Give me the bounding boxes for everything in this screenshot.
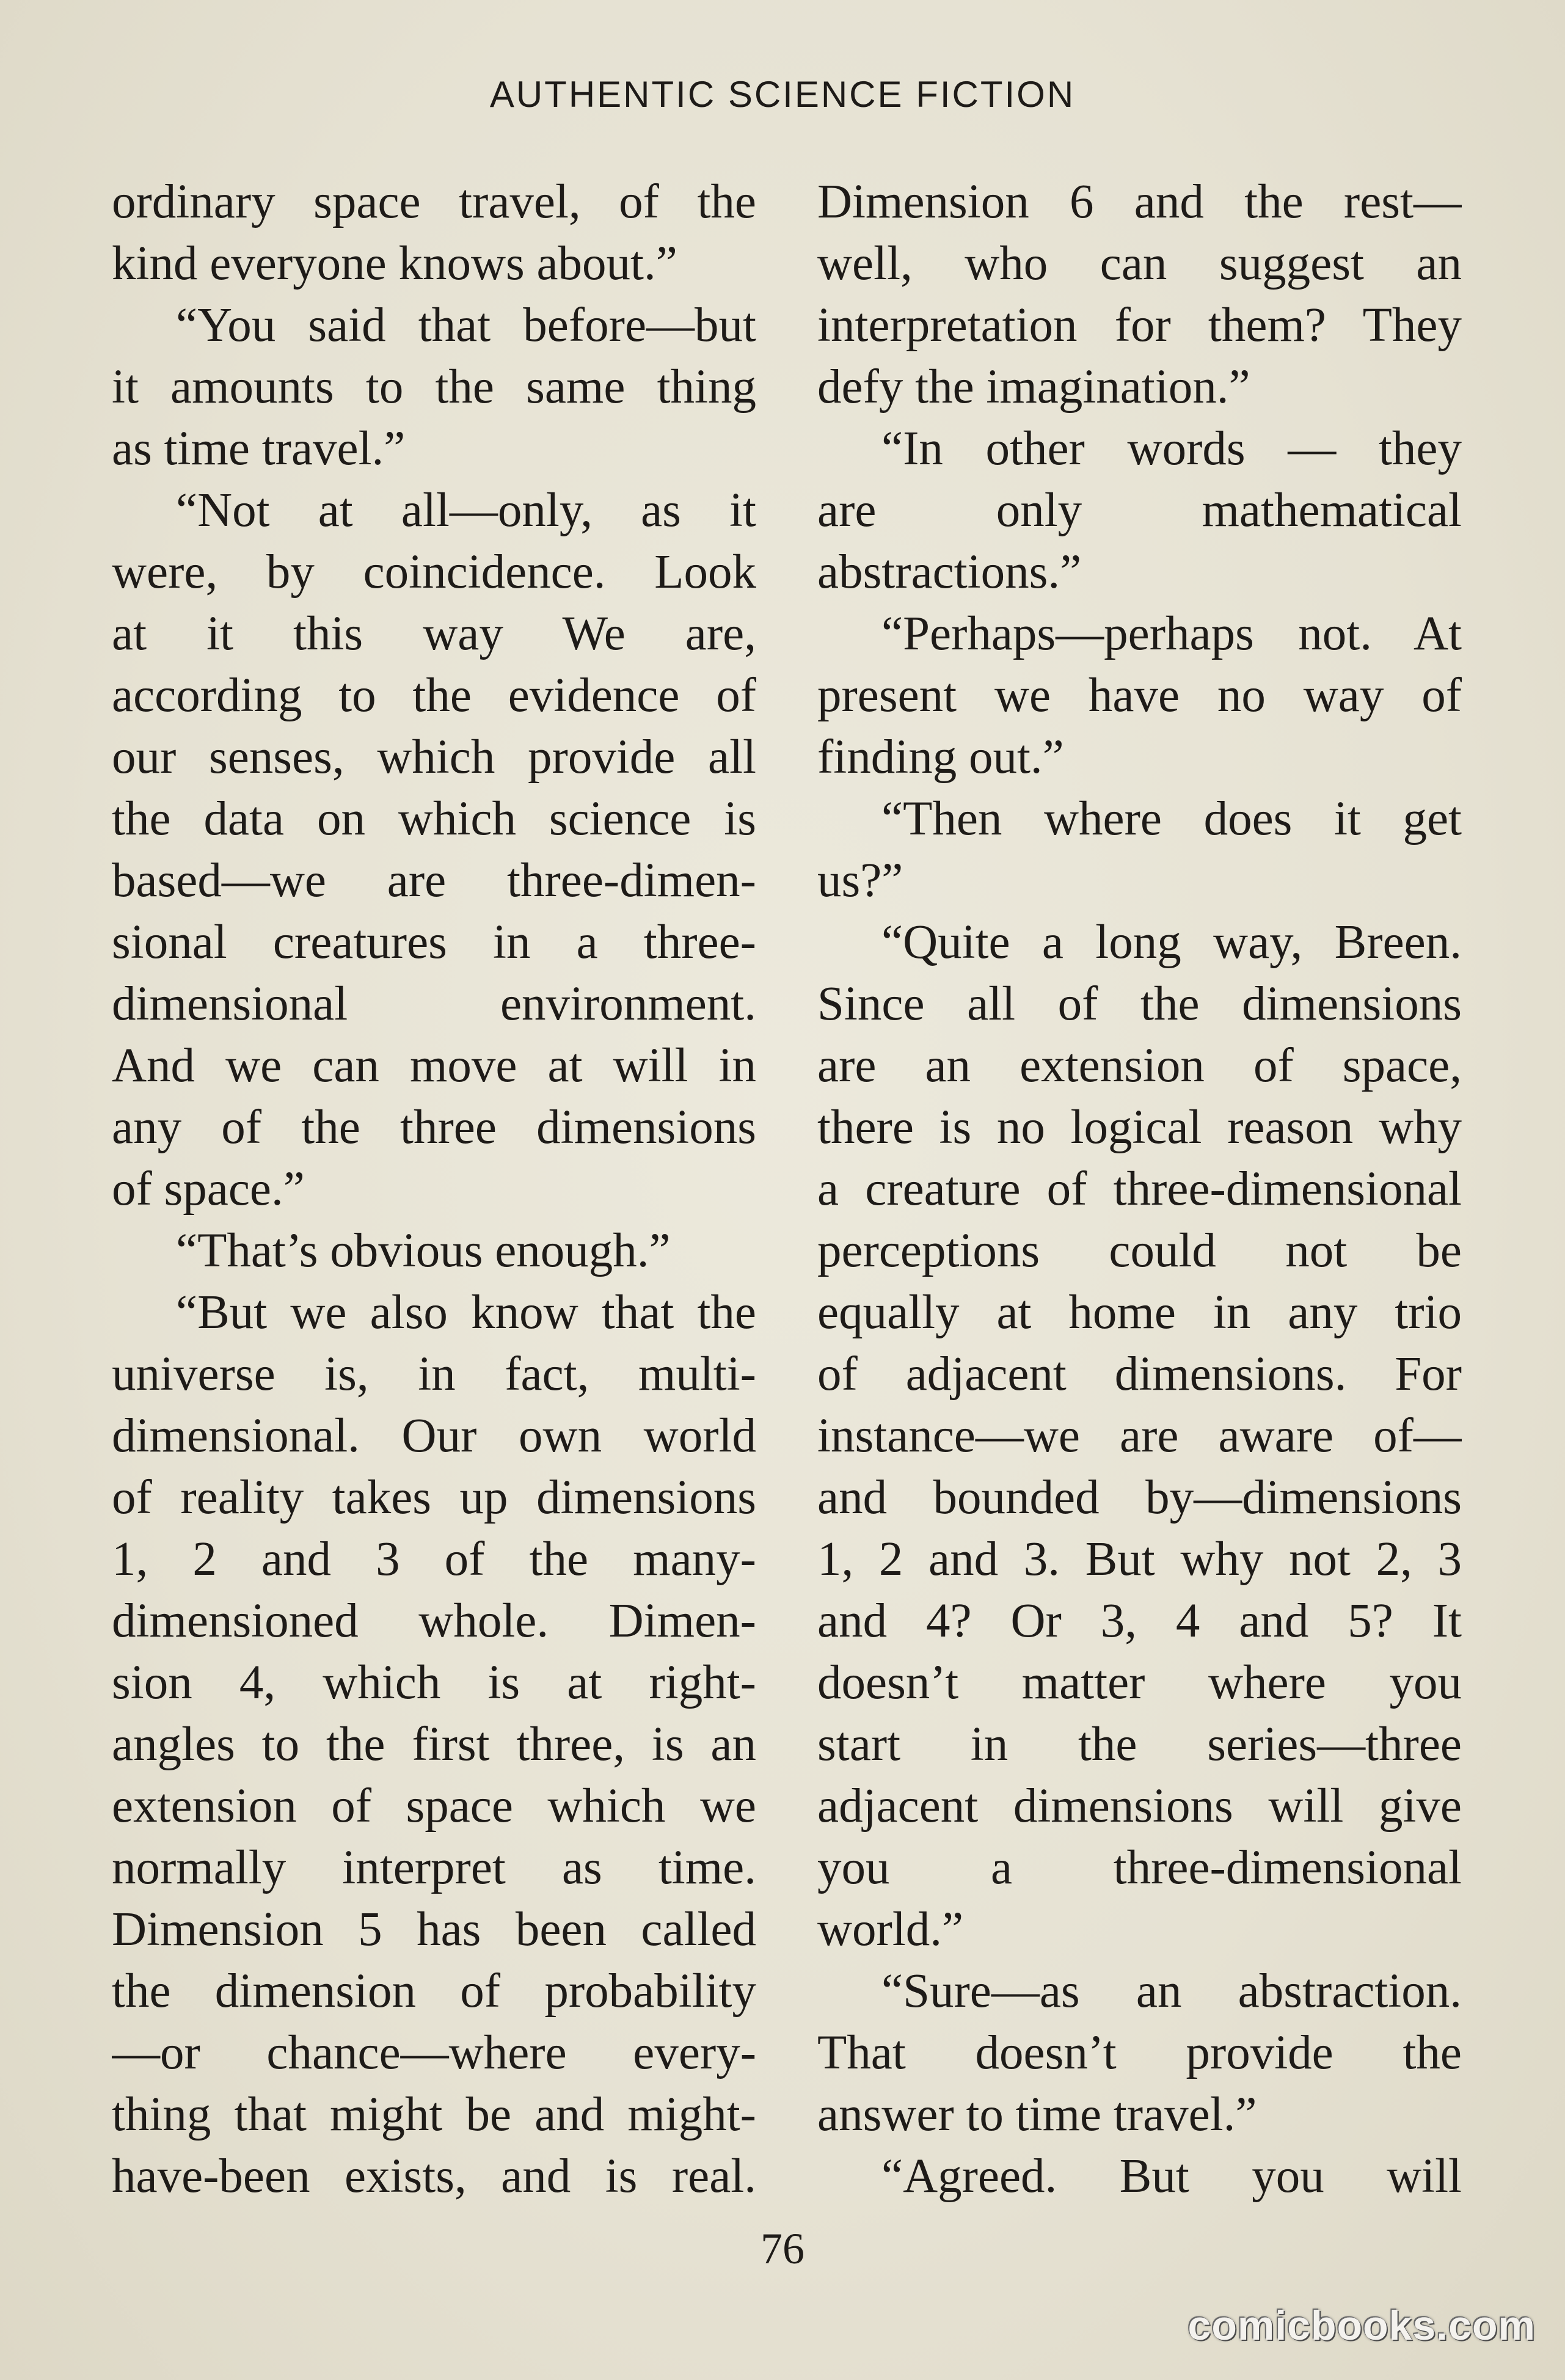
text-line: are only mathematical <box>817 484 1462 537</box>
text-line: well, who can suggest an <box>817 237 1462 290</box>
text-line: and bounded by—dimensions <box>817 1471 1462 1524</box>
running-head: AUTHENTIC SCIENCE FICTION <box>489 74 1076 115</box>
text-line: kind everyone knows about.” <box>112 237 677 290</box>
text-line: adjacent dimensions will give <box>817 1780 1462 1833</box>
text-line: “Then where does it get <box>881 792 1462 845</box>
text-line: dimensioned whole. Dimen- <box>112 1594 756 1648</box>
text-line: you a three-dimensional <box>817 1841 1462 1894</box>
text-line: dimensional. Our own world <box>112 1409 756 1462</box>
watermark: comicbooks.com <box>1187 2302 1536 2349</box>
text-line: as time travel.” <box>112 422 406 475</box>
text-line: thing that might be and might- <box>112 2088 756 2141</box>
text-line: defy the imagination.” <box>817 360 1250 414</box>
text-line: based—we are three-dimen- <box>112 854 756 907</box>
text-line: “Perhaps—perhaps not. At <box>881 607 1462 660</box>
text-line: of space.” <box>112 1163 305 1216</box>
text-line: angles to the first three, is an <box>112 1718 756 1771</box>
text-line: “Sure—as an abstraction. <box>881 1965 1462 2018</box>
page-number: 76 <box>761 2224 804 2273</box>
text-line: at it this way We are, <box>112 607 756 660</box>
text-line: sion 4, which is at right- <box>112 1656 756 1709</box>
text-line: start in the series—three <box>817 1718 1462 1771</box>
text-line: extension of space which we <box>112 1780 756 1833</box>
text-line: “Agreed. But you will <box>881 2150 1462 2203</box>
text-line: sional creatures in a three- <box>112 916 756 969</box>
text-line: us?” <box>817 854 903 907</box>
text-line: doesn’t matter where you <box>817 1656 1462 1709</box>
text-line: That doesn’t provide the <box>817 2026 1462 2079</box>
text-line: 1, 2 and 3 of the many- <box>112 1533 756 1586</box>
text-column-right <box>817 171 1462 2207</box>
text-line: of adjacent dimensions. For <box>817 1348 1462 1401</box>
text-line: “Not at all—only, as it <box>176 484 756 537</box>
text-line: world.” <box>817 1903 964 1956</box>
text-line: dimensional environment. <box>112 977 756 1031</box>
text-line: “But we also know that the <box>176 1286 756 1339</box>
text-line: a creature of three-dimensional <box>817 1163 1462 1216</box>
text-line: 1, 2 and 3. But why not 2, 3 <box>817 1533 1462 1586</box>
text-line: “In other words — they <box>881 422 1462 475</box>
text-line: “Quite a long way, Breen. <box>881 916 1462 969</box>
text-line: ordinary space travel, of the <box>112 175 756 228</box>
text-line: it amounts to the same thing <box>112 360 756 414</box>
text-line: and 4? Or 3, 4 and 5? It <box>817 1594 1462 1648</box>
text-line: according to the evidence of <box>112 669 756 722</box>
text-line: interpretation for them? They <box>817 299 1462 352</box>
text-line: present we have no way of <box>817 669 1462 722</box>
text-line: Dimension 6 and the rest— <box>817 175 1462 228</box>
text-line: the dimension of probability <box>112 1965 756 2018</box>
text-line: “That’s obvious enough.” <box>176 1224 671 1277</box>
text-line: Dimension 5 has been called <box>112 1903 756 1956</box>
text-line: have-been exists, and is real. <box>112 2150 756 2203</box>
text-line: —or chance—where every- <box>112 2026 756 2079</box>
text-line: abstractions.” <box>817 546 1082 599</box>
text-line: any of the three dimensions <box>112 1101 756 1154</box>
text-line: finding out.” <box>817 731 1064 784</box>
text-line: equally at home in any trio <box>817 1286 1462 1339</box>
text-line: And we can move at will in <box>112 1039 756 1092</box>
text-line: instance—we are aware of— <box>817 1409 1462 1462</box>
text-line: perceptions could not be <box>817 1224 1462 1277</box>
text-line: our senses, which provide all <box>112 731 756 784</box>
text-line: universe is, in fact, multi- <box>112 1348 756 1401</box>
text-line: of reality takes up dimensions <box>112 1471 756 1524</box>
text-line: the data on which science is <box>112 792 756 845</box>
text-line: answer to time travel.” <box>817 2088 1257 2141</box>
text-line: Since all of the dimensions <box>817 977 1462 1031</box>
text-line: there is no logical reason why <box>817 1101 1462 1154</box>
text-line: normally interpret as time. <box>112 1841 756 1894</box>
text-line: are an extension of space, <box>817 1039 1462 1092</box>
text-column-left <box>112 171 756 2207</box>
text-line: were, by coincidence. Look <box>112 546 756 599</box>
text-line: “You said that before—but <box>176 299 756 352</box>
